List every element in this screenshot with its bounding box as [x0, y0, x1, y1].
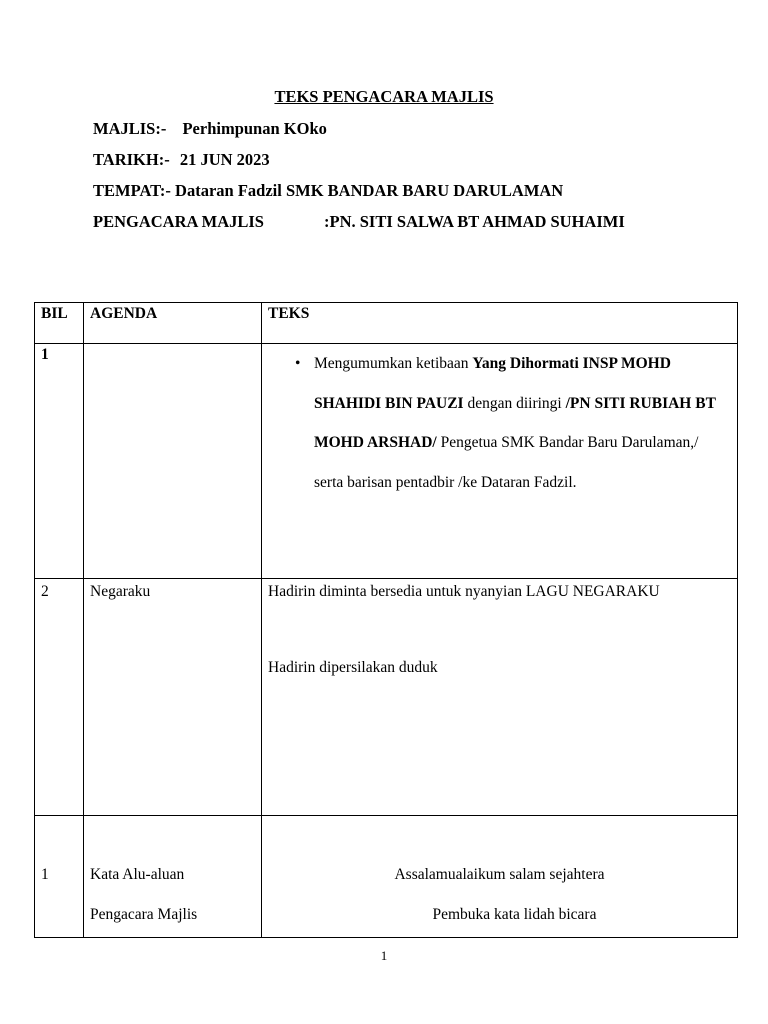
- header-agenda-label: AGENDA: [90, 305, 158, 322]
- teks-text: dengan diiringi: [463, 394, 566, 412]
- cell-teks: [262, 344, 738, 579]
- header-teks: [262, 303, 738, 344]
- header-agenda: [84, 303, 262, 344]
- cell-bil: [35, 816, 84, 938]
- teks-bullet-item: [262, 344, 737, 502]
- meta-tarikh: [93, 150, 270, 170]
- teks-line: Pembuka kata lidah bicara: [432, 906, 597, 923]
- bil-value: 1: [41, 866, 49, 883]
- table-row: [35, 344, 738, 579]
- teks-text: Pengetua SMK Bandar Baru Darulaman,/ serta barisan pentadbir /ke Dataran Fadzil.: [314, 434, 699, 491]
- cell-bil: [35, 579, 84, 816]
- header-bil-label: BIL: [41, 305, 68, 322]
- meta-value: Perhimpunan KOko: [182, 119, 327, 138]
- teks-bold: /PN SITI RUBIAH BT MOHD ARSHAD/: [314, 394, 716, 451]
- page-number: 1: [380, 948, 388, 963]
- table-row: [35, 816, 738, 938]
- teks-text: Mengumumkan ketibaan: [314, 355, 473, 372]
- agenda-line: Pengacara Majlis: [90, 906, 198, 923]
- meta-pengacara: [93, 212, 625, 232]
- cell-teks: [262, 579, 738, 816]
- cell-agenda: [84, 816, 262, 938]
- teks-bold: Yang Dihormati INSP MOHD SHAHIDI BIN PAUZI: [314, 355, 671, 412]
- agenda-table: [34, 302, 738, 938]
- document-title: TEKS PENGACARA MAJLIS: [274, 87, 494, 106]
- agenda-value: [84, 344, 261, 348]
- table-header-row: [35, 303, 738, 344]
- agenda-value: Negaraku: [90, 583, 151, 600]
- cell-agenda: [84, 579, 262, 816]
- bullet-icon: •: [295, 355, 301, 372]
- table-row: [35, 579, 738, 816]
- cell-agenda: [84, 344, 262, 579]
- teks-line: Hadirin diminta bersedia untuk nyanyian LAGU NEGARAKU: [268, 583, 660, 600]
- cell-bil: [35, 344, 84, 579]
- agenda-line: Kata Alu-aluan: [90, 866, 185, 883]
- meta-value: :PN. SITI SALWA BT AHMAD SUHAIMI: [324, 212, 625, 231]
- cell-teks: [262, 816, 738, 938]
- teks-line: Assalamualaikum salam sejahtera: [394, 866, 605, 883]
- meta-label: PENGACARA MAJLIS: [93, 212, 264, 231]
- teks-line: Hadirin dipersilakan duduk: [268, 659, 438, 676]
- meta-majlis: [93, 119, 327, 139]
- meta-value: Dataran Fadzil SMK BANDAR BARU DARULAMAN: [175, 181, 564, 200]
- header-bil: [35, 303, 84, 344]
- bil-value: 2: [41, 583, 49, 600]
- meta-tempat: [93, 181, 563, 201]
- header-teks-label: TEKS: [268, 305, 310, 322]
- meta-label: MAJLIS:-: [93, 119, 167, 138]
- meta-label: TEMPAT:-: [93, 181, 171, 200]
- bil-value: 1: [41, 346, 49, 363]
- meta-label: TARIKH:-: [93, 150, 170, 169]
- meta-value: 21 JUN 2023: [179, 150, 270, 169]
